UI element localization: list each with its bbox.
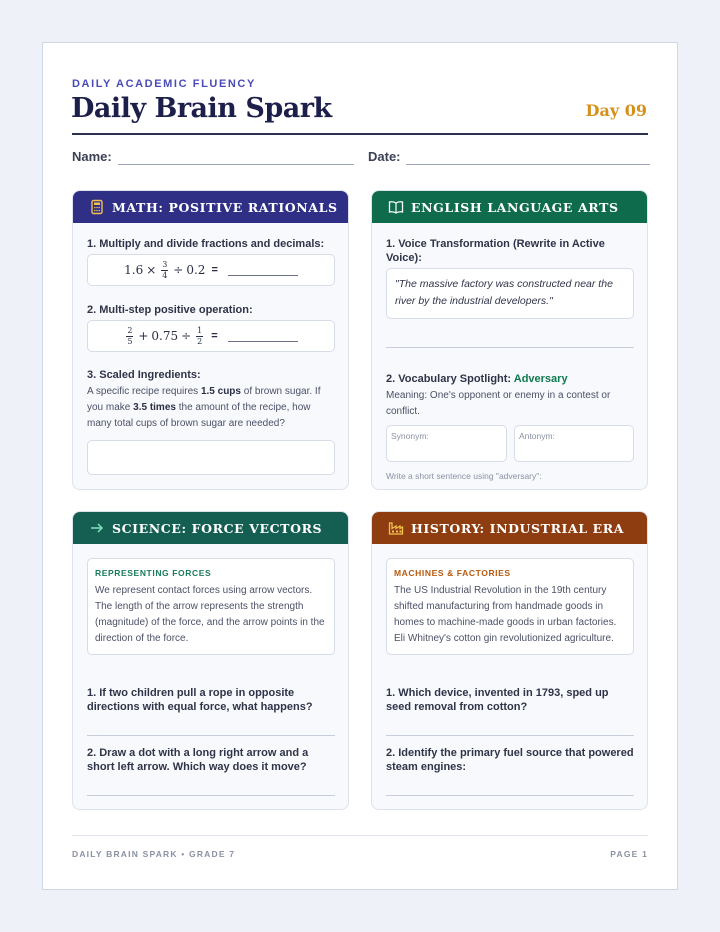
ela-quote: "The massive factory was constructed near the river by the industrial developers." [395,278,613,307]
eq2-n1: 2 [127,325,133,335]
footer-divider [72,835,648,836]
math-heading: MATH: POSITIVE RATIONALS [112,199,338,215]
ela-meaning: Meaning: One's opponent or enemy in a contest or conflict. [386,390,611,417]
eq1-num: 3 [162,259,168,269]
history-q2: 2. Identify the primary fuel source that powered steam engines: [386,747,634,773]
history-card-header [372,512,647,544]
math-eq1 [88,255,334,285]
history-q1-line[interactable] [386,735,634,736]
eq2-d1: 5 [127,336,133,346]
calculator-icon [89,199,105,215]
name-label: Name: [72,149,112,164]
day-badge: Day 09 [585,101,647,120]
arrow-right-icon [89,520,105,536]
math-eq2-box [87,320,335,352]
math-card [72,190,349,490]
eq1-times: × [146,263,157,277]
eq1-den: 4 [162,270,168,280]
math-q3: 3. Scaled Ingredients: [87,369,201,381]
worksheet-page [42,42,678,890]
history-box-text: The US Industrial Revolution in the 19th century shifted manufacturing from handmade goods in homes to machine-made goods in urban factories. Eli Whitney's cotton gin revolutionized agriculture. [394,585,617,644]
open-book-icon [388,199,404,215]
ela-q1: 1. Voice Transformation (Rewrite in Active Voice): [386,238,605,264]
math-card-header [73,191,348,223]
math-eq2 [88,321,334,351]
name-date-row [72,147,648,167]
ela-sentence-prompt: Write a short sentence using "adversary": [386,471,542,481]
history-heading: HISTORY: INDUSTRIAL ERA [411,520,625,536]
eq2-answer-blank[interactable] [228,341,298,342]
eq1-equals: = [211,264,218,276]
math-q2: 2. Multi-step positive operation: [87,304,253,316]
factory-icon [388,520,404,536]
science-box-title: REPRESENTING FORCES [95,568,212,578]
page-title: Daily Brain Spark [71,93,332,124]
science-q2: 2. Draw a dot with a long right arrow and a short left arrow. Which way does it move? [87,747,309,773]
math-q3-answer-box[interactable] [87,440,335,475]
science-q1: 1. If two children pull a rope in opposite directions with equal force, what happens? [87,687,313,713]
eq2-mid: 0.75 [151,329,179,343]
eq1-fraction [161,261,168,280]
ela-quote-box [386,268,634,319]
ela-card-header [372,191,647,223]
synonym-label: Synonym: [391,431,429,441]
eq2-n2: 1 [197,325,203,335]
eq2-fraction-2 [196,327,203,346]
ela-heading: ENGLISH LANGUAGE ARTS [411,199,619,215]
antonym-label: Antonym: [519,431,555,441]
eq1-b: 0.2 [186,263,206,277]
footer-page-number: PAGE 1 [610,849,648,859]
antonym-box[interactable] [514,425,634,462]
math-q1: 1. Multiply and divide fractions and decimals: [87,238,325,250]
eq2-fraction-1 [126,327,133,346]
history-info-box [386,558,634,655]
science-q2-line[interactable] [87,795,335,796]
synonym-box[interactable] [386,425,507,462]
eq2-equals: = [211,330,218,342]
history-box-title: MACHINES & FACTORIES [394,568,511,578]
history-q1: 1. Which device, invented in 1793, sped up seed removal from cotton? [386,687,609,713]
history-card [371,511,648,810]
science-heading: SCIENCE: FORCE VECTORS [112,520,323,536]
title-divider [72,133,648,135]
ela-card [371,190,648,490]
science-card-header [73,512,348,544]
eyebrow-label: DAILY ACADEMIC FLUENCY [72,78,256,90]
date-label: Date: [368,149,401,164]
science-box-text: We represent contact forces using arrow vectors. The length of the arrow represents the strength (magnitude) of the force, and the arrow points in the direction of the force. [95,585,325,644]
ela-rewrite-line[interactable] [386,347,634,348]
math-eq1-box [87,254,335,286]
science-card [72,511,349,810]
date-field[interactable] [406,164,650,165]
eq1-answer-blank[interactable] [228,275,298,276]
eq2-plus: + [138,329,149,343]
ela-vocab-word: Adversary [513,373,568,385]
history-q2-line[interactable] [386,795,634,796]
science-info-box [87,558,335,655]
math-q3-text: A specific recipe requires 1.5 cups of brown sugar. If you make 3.5 times the amount of the recipe, how many total cups of brown sugar are needed? [87,386,321,429]
eq2-d2: 2 [197,336,203,346]
ela-q2: 2. Vocabulary Spotlight: Adversary [386,373,568,385]
footer-left: DAILY BRAIN SPARK • GRADE 7 [72,849,236,859]
eq1-div: ÷ [173,263,184,277]
eq2-div: ÷ [181,329,192,343]
eq1-a: 1.6 [124,263,144,277]
science-q1-line[interactable] [87,735,335,736]
name-field[interactable] [118,164,354,165]
